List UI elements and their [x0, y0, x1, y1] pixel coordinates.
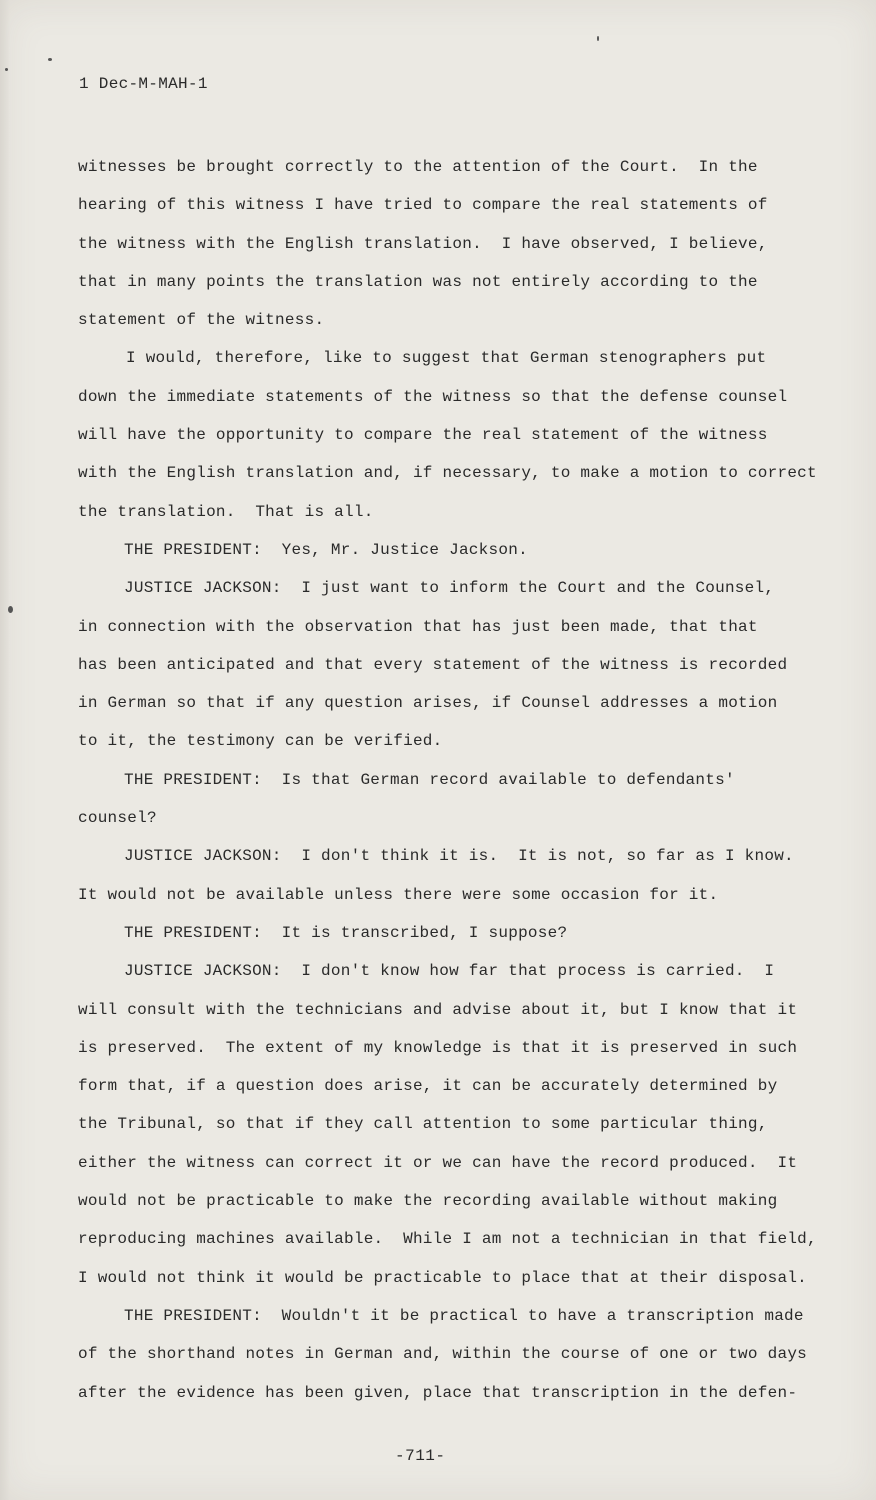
transcript-line: THE PRESIDENT: It is transcribed, I suppose? — [124, 923, 568, 942]
transcript-line: in connection with the observation that has just been made, that that — [78, 617, 758, 636]
transcript-line: down the immediate statements of the witness so that the defense counsel — [78, 387, 788, 406]
ink-speck — [5, 68, 8, 71]
transcript-line: witnesses be brought correctly to the attention of the Court. In the — [78, 158, 758, 176]
transcript-line: will have the opportunity to compare the real statement of the witness — [78, 426, 768, 445]
transcript-line: of the shorthand notes in German and, within the course of one or two days — [78, 1345, 808, 1364]
transcript-line: JUSTICE JACKSON: I just want to inform the Court and the Counsel, — [124, 579, 775, 598]
page-number: -711- — [395, 1447, 446, 1465]
transcript-line: THE PRESIDENT: Is that German record available to defendants' — [124, 770, 735, 789]
transcript-line: statement of the witness. — [78, 311, 325, 330]
transcript-line: JUSTICE JACKSON: I don't think it is. It is not, so far as I know. — [124, 847, 794, 866]
transcript-line: reproducing machines available. While I am not a technician in that field, — [78, 1230, 817, 1249]
transcript-line: either the witness can correct it or we can have the record produced. It — [78, 1153, 798, 1172]
transcript-line: I would not think it would be practicable to place that at their disposal. — [78, 1268, 808, 1287]
ink-speck — [48, 58, 52, 61]
transcript-line: hearing of this witness I have tried to compare the real statements of — [78, 196, 768, 215]
ink-speck — [8, 606, 13, 613]
transcript-line: will consult with the technicians and advise about it, but I know that it — [78, 1000, 798, 1019]
transcript-line: after the evidence has been given, place that transcription in the defen- — [78, 1383, 798, 1402]
transcript-line: the witness with the English translation. I have observed, I believe, — [78, 234, 768, 253]
document-header-code: 1 Dec-M-MAH-1 — [79, 75, 208, 93]
transcript-line: to it, the testimony can be verified. — [78, 732, 443, 751]
page-left-edge — [0, 0, 10, 1500]
transcript-line: that in many points the translation was not entirely according to the — [78, 272, 758, 291]
transcript-line: the translation. That is all. — [78, 502, 374, 521]
transcript-line: counsel? — [78, 809, 157, 828]
transcript-line: the Tribunal, so that if they call attention to some particular thing, — [78, 1115, 768, 1134]
transcript-line: THE PRESIDENT: Yes, Mr. Justice Jackson. — [124, 540, 528, 559]
transcript-line: has been anticipated and that every statement of the witness is recorded — [78, 655, 788, 674]
transcript-body — [78, 150, 817, 1414]
transcript-line: form that, if a question does arise, it can be accurately determined by — [78, 1077, 778, 1096]
transcript-line: would not be practicable to make the recording available without making — [78, 1192, 778, 1211]
transcript-line: in German so that if any question arises, if Counsel addresses a motion — [78, 694, 778, 713]
transcript-line: JUSTICE JACKSON: I don't know how far that process is carried. I — [124, 962, 775, 981]
transcript-line: with the English translation and, if necessary, to make a motion to correct — [78, 464, 817, 483]
transcript-line: THE PRESIDENT: Wouldn't it be practical to have a transcription made — [124, 1306, 804, 1325]
transcript-line: It would not be available unless there were some occasion for it. — [78, 885, 719, 904]
transcript-line: I would, therefore, like to suggest that German stenographers put — [126, 349, 767, 368]
transcript-line: is preserved. The extent of my knowledge is that it is preserved in such — [78, 1038, 798, 1057]
ink-speck — [597, 36, 599, 41]
